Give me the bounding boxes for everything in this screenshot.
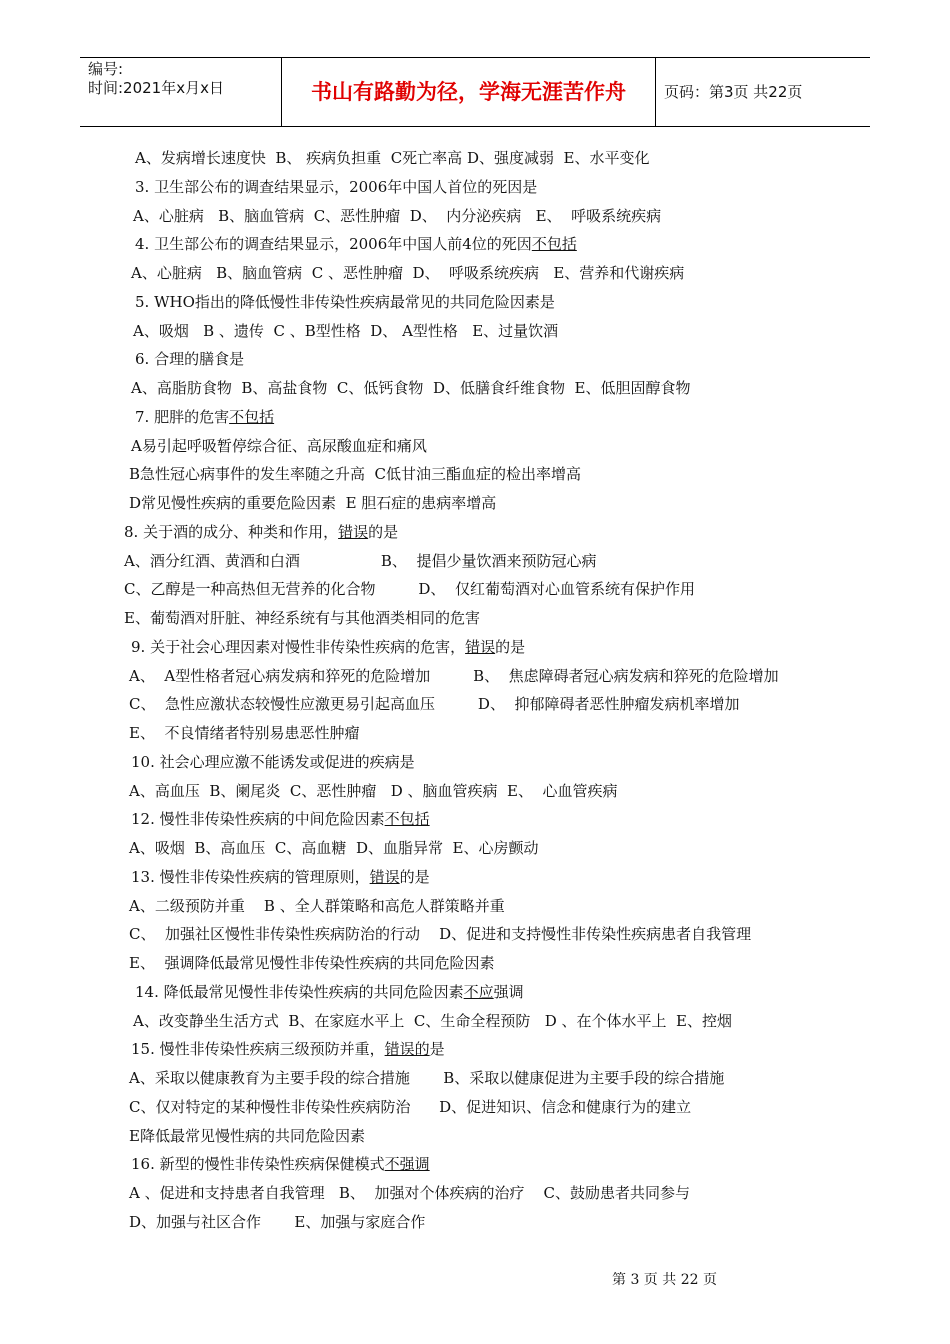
text-line [124,551,596,571]
text-segment: 6. 合理的膳食是 [135,350,245,369]
text-segment: A、二级预防并重 B 、全人群策略和高危人群策略并重 [129,896,505,915]
header-page-indicator: 页码：第3页 共22页 [664,83,803,101]
text-segment: 的是 [495,637,526,656]
text-segment: 是 [429,1040,445,1059]
text-segment: A、 A型性格者冠心病发病和猝死的危险增加 B、 焦虑障碍者冠心病发病和猝死的危险增加 [129,666,779,685]
text-line [131,752,415,772]
text-line [124,522,398,542]
underlined-text: 错误 [338,522,369,541]
document-time-label: 时间:2021年x月x日 [88,79,224,97]
text-line [129,953,495,973]
underlined-text: 不包括 [384,810,430,829]
text-segment: A易引起呼吸暂停综合征、高尿酸血症和痛风 [131,436,427,455]
text-line [131,436,427,456]
text-line [131,378,690,398]
text-line [129,1183,690,1203]
text-segment: 3. 卫生部公布的调查结果显示，2006年中国人首位的死因是 [135,177,538,196]
header-motto: 书山有路勤为径，学海无涯苦作舟 [282,58,656,126]
underlined-text: 不强调 [384,1155,430,1174]
text-segment: 8. 关于酒的成分、种类和作用， [124,522,339,541]
text-line [135,234,577,254]
text-line [131,637,525,657]
text-line [129,924,751,944]
text-segment: A、高脂肪食物 B、高盐食物 C、低钙食物 D、低膳食纤维食物 E、低胆固醇食物 [131,379,691,397]
text-segment: D常见慢性疾病的重要危险因素 E 胆石症的患病率增高 [129,494,497,512]
text-segment: 的是 [368,522,399,541]
text-segment: 的是 [399,867,430,886]
text-line [124,579,695,599]
text-line [129,694,740,714]
text-segment: D、加强与社区合作 E、加强与家庭合作 [129,1212,426,1231]
text-segment: A、心脏病 B、脑血管病 C 、恶性肿瘤 D、 呼吸系统疾病 E、营养和代谢疾病 [131,264,685,282]
text-segment: A、心脏病 B、脑血管病 C、恶性肿瘤 D、 内分泌疾病 E、 呼吸系统疾病 [133,206,662,225]
text-segment: A、吸烟 B 、遗传 C 、B型性格 D、 A型性格 E、过量饮酒 [133,321,559,340]
text-line [131,263,684,283]
text-segment: A、吸烟 B、高血压 C、高血糖 D、血脂异常 E、心房颤动 [129,839,539,857]
text-line [129,666,779,686]
text-line [135,407,274,427]
text-segment: E、 不良情绪者特别易患恶性肿瘤 [129,724,360,742]
text-segment: 13. 慢性非传染性疾病的管理原则， [131,867,370,886]
text-segment: B急性冠心病事件的发生率随之升高 C低甘油三酯血症的检出率增高 [129,465,582,484]
text-line [133,1011,732,1031]
header-meta [80,58,282,126]
text-line [135,982,524,1002]
text-line [129,723,360,743]
text-segment: 强调 [493,982,524,1001]
text-segment: 5. WHO指出的降低慢性非传染性疾病最常见的共同危险因素是 [135,292,555,311]
text-segment: A、发病增长速度快 B、 疾病负担重 C死亡率高 D、强度减弱 E、水平变化 [135,149,650,167]
text-segment: A、酒分红酒、黄酒和白酒 B、 提倡少量饮酒来预防冠心病 [124,551,597,570]
document-number-label: 编号: [88,60,124,78]
underlined-text: 不包括 [531,235,577,254]
text-line [135,148,649,168]
text-segment: 4. 卫生部公布的调查结果显示，2006年中国人前4位的死因 [135,235,532,254]
text-line [124,608,480,628]
text-line [131,809,430,829]
text-line [129,464,581,484]
text-segment: A、改变静坐生活方式 B、在家庭水平上 C、生命全程预防 D 、在个体水平上 E、控烟 [133,1011,732,1030]
text-line [129,1068,724,1088]
text-segment: A 、促进和支持患者自我管理 B、 加强对个体疾病的治疗 C、鼓励患者共同参与 [129,1184,691,1202]
text-segment: 16. 新型的慢性非传染性疾病保健模式 [131,1155,385,1174]
text-line [129,1126,365,1146]
text-segment: E、 强调降低最常见慢性非传染性疾病的共同危险因素 [129,954,495,972]
text-segment: 15. 慢性非传染性疾病三级预防并重， [131,1040,385,1059]
underlined-text: 错误的 [384,1040,430,1059]
text-segment: 12. 慢性非传染性疾病的中间危险因素 [131,810,385,829]
text-line [131,1154,430,1174]
text-segment: 14. 降低最常见慢性非传染性疾病的共同危险因素 [135,982,464,1001]
text-segment: 9. 关于社会心理因素对慢性非传染性疾病的危害， [131,637,466,656]
page-footer: 第 3 页 共 22 页 [612,1272,717,1288]
page-header [80,57,870,127]
text-line [133,321,558,341]
text-line [129,1212,425,1232]
text-segment: A、高血压 B、阑尾炎 C、恶性肿瘤 D 、脑血管疾病 E、 心血管疾病 [129,781,618,800]
text-line [135,292,555,312]
text-line [131,1039,445,1059]
text-segment: 10. 社会心理应激不能诱发或促进的疾病是 [131,752,415,771]
text-segment: C、 加强社区慢性非传染性疾病防治的行动 D、促进和支持慢性非传染性疾病患者自我管理 [129,925,752,944]
text-line [129,781,618,801]
text-segment: A、采取以健康教育为主要手段的综合措施 B、采取以健康促进为主要手段的综合措施 [129,1069,725,1087]
underlined-text: 不应 [463,982,494,1001]
underlined-text: 错误 [369,867,400,886]
text-line [129,1097,691,1117]
text-line [129,896,505,916]
text-segment: E、葡萄酒对肝脏、神经系统有与其他酒类相同的危害 [124,609,480,627]
text-line [133,206,661,226]
text-segment: C、乙醇是一种高热但无营养的化合物 D、 仅红葡萄酒对心血管系统有保护作用 [124,580,695,599]
text-line [135,349,244,369]
underlined-text: 不包括 [229,407,275,426]
underlined-text: 错误 [465,637,496,656]
text-segment: C、 急性应激状态较慢性应激更易引起高血压 D、 抑郁障碍者恶性肿瘤发病机率增加 [129,695,740,714]
text-line [129,493,496,513]
text-segment: C、仅对特定的某种慢性非传染性疾病防治 D、促进知识、信念和健康行为的建立 [129,1097,692,1116]
text-segment: E降低最常见慢性病的共同危险因素 [129,1126,365,1145]
text-segment: 7. 肥胖的危害 [135,407,230,426]
text-line [131,867,430,887]
text-line [135,177,537,197]
text-line [129,838,538,858]
